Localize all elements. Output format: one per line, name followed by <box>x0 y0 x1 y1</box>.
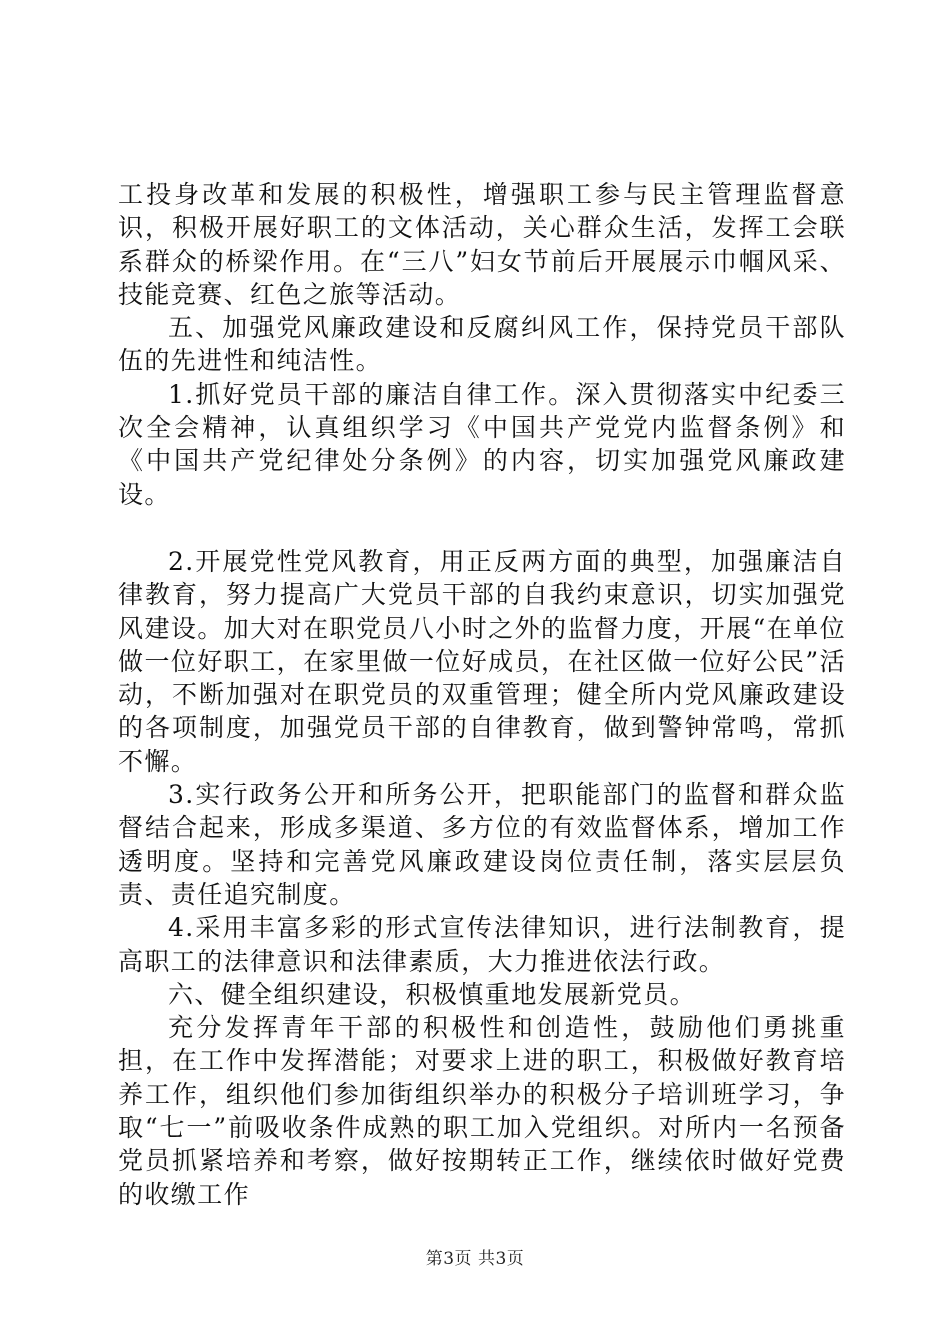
paragraph-item-3: 3.实行政务公开和所务公开，把职能部门的监督和群众监督结合起来，形成多渠道、多方位的有效监督体系，增加工作透明度。坚持和完善党风廉政建设岗位责任制，落实层层负责、责任追究制度。 <box>118 780 846 909</box>
blank-line <box>118 511 846 545</box>
paragraph-item-1: 1.抓好党员干部的廉洁自律工作。深入贯彻落实中纪委三次全会精神，认真组织学习《中国共产党党内监督条例》和《中国共产党纪律处分条例》的内容，切实加强党风廉政建设。 <box>118 379 846 509</box>
paragraph-continuation: 工投身改革和发展的积极性，增强职工参与民主管理监督意识，积极开展好职工的文体活动，关心群众生活，发挥工会联系群众的桥梁作用。在“三八”妇女节前后开展展示巾帼风采、技能竞赛、红色之旅等活动。 <box>118 180 846 309</box>
paragraph-item-4: 4.采用丰富多彩的形式宣传法律知识，进行法制教育，提高职工的法律意识和法律素质，大力推进依法行政。 <box>118 913 846 976</box>
paragraph-party-development: 充分发挥青年干部的积极性和创造性，鼓励他们勇挑重担，在工作中发挥潜能；对要求上进的职工，积极做好教育培养工作，组织他们参加街组织举办的积极分子培训班学习，争取“七一”前吸收条件成熟的职工加入党组织。对所内一名预备党员抓紧培养和考察，做好按期转正工作，继续依时做好党费的收缴工作 <box>118 1013 846 1209</box>
document-body <box>118 178 846 1211</box>
section-heading-six: 六、健全组织建设，积极慎重地发展新党员。 <box>168 979 697 1009</box>
paragraph-item-2: 2.开展党性党风教育，用正反两方面的典型，加强廉洁自律教育，努力提高广大党员干部的自我约束意识，切实加强党风建设。加大对在职党员八小时之外的监督力度，开展“在单位做一位好职工，在家里做一位好成员，在社区做一位好公民”活动，不断加强对在职党员的双重管理；健全所内党风廉政建设的各项制度，加强党员干部的自律教育，做到警钟常鸣，常抓不懈。 <box>118 546 846 776</box>
section-heading-five: 五、加强党风廉政建设和反腐纠风工作，保持党员干部队伍的先进性和纯洁性。 <box>118 313 846 376</box>
page-footer: 第3页 共3页 <box>425 1249 525 1269</box>
